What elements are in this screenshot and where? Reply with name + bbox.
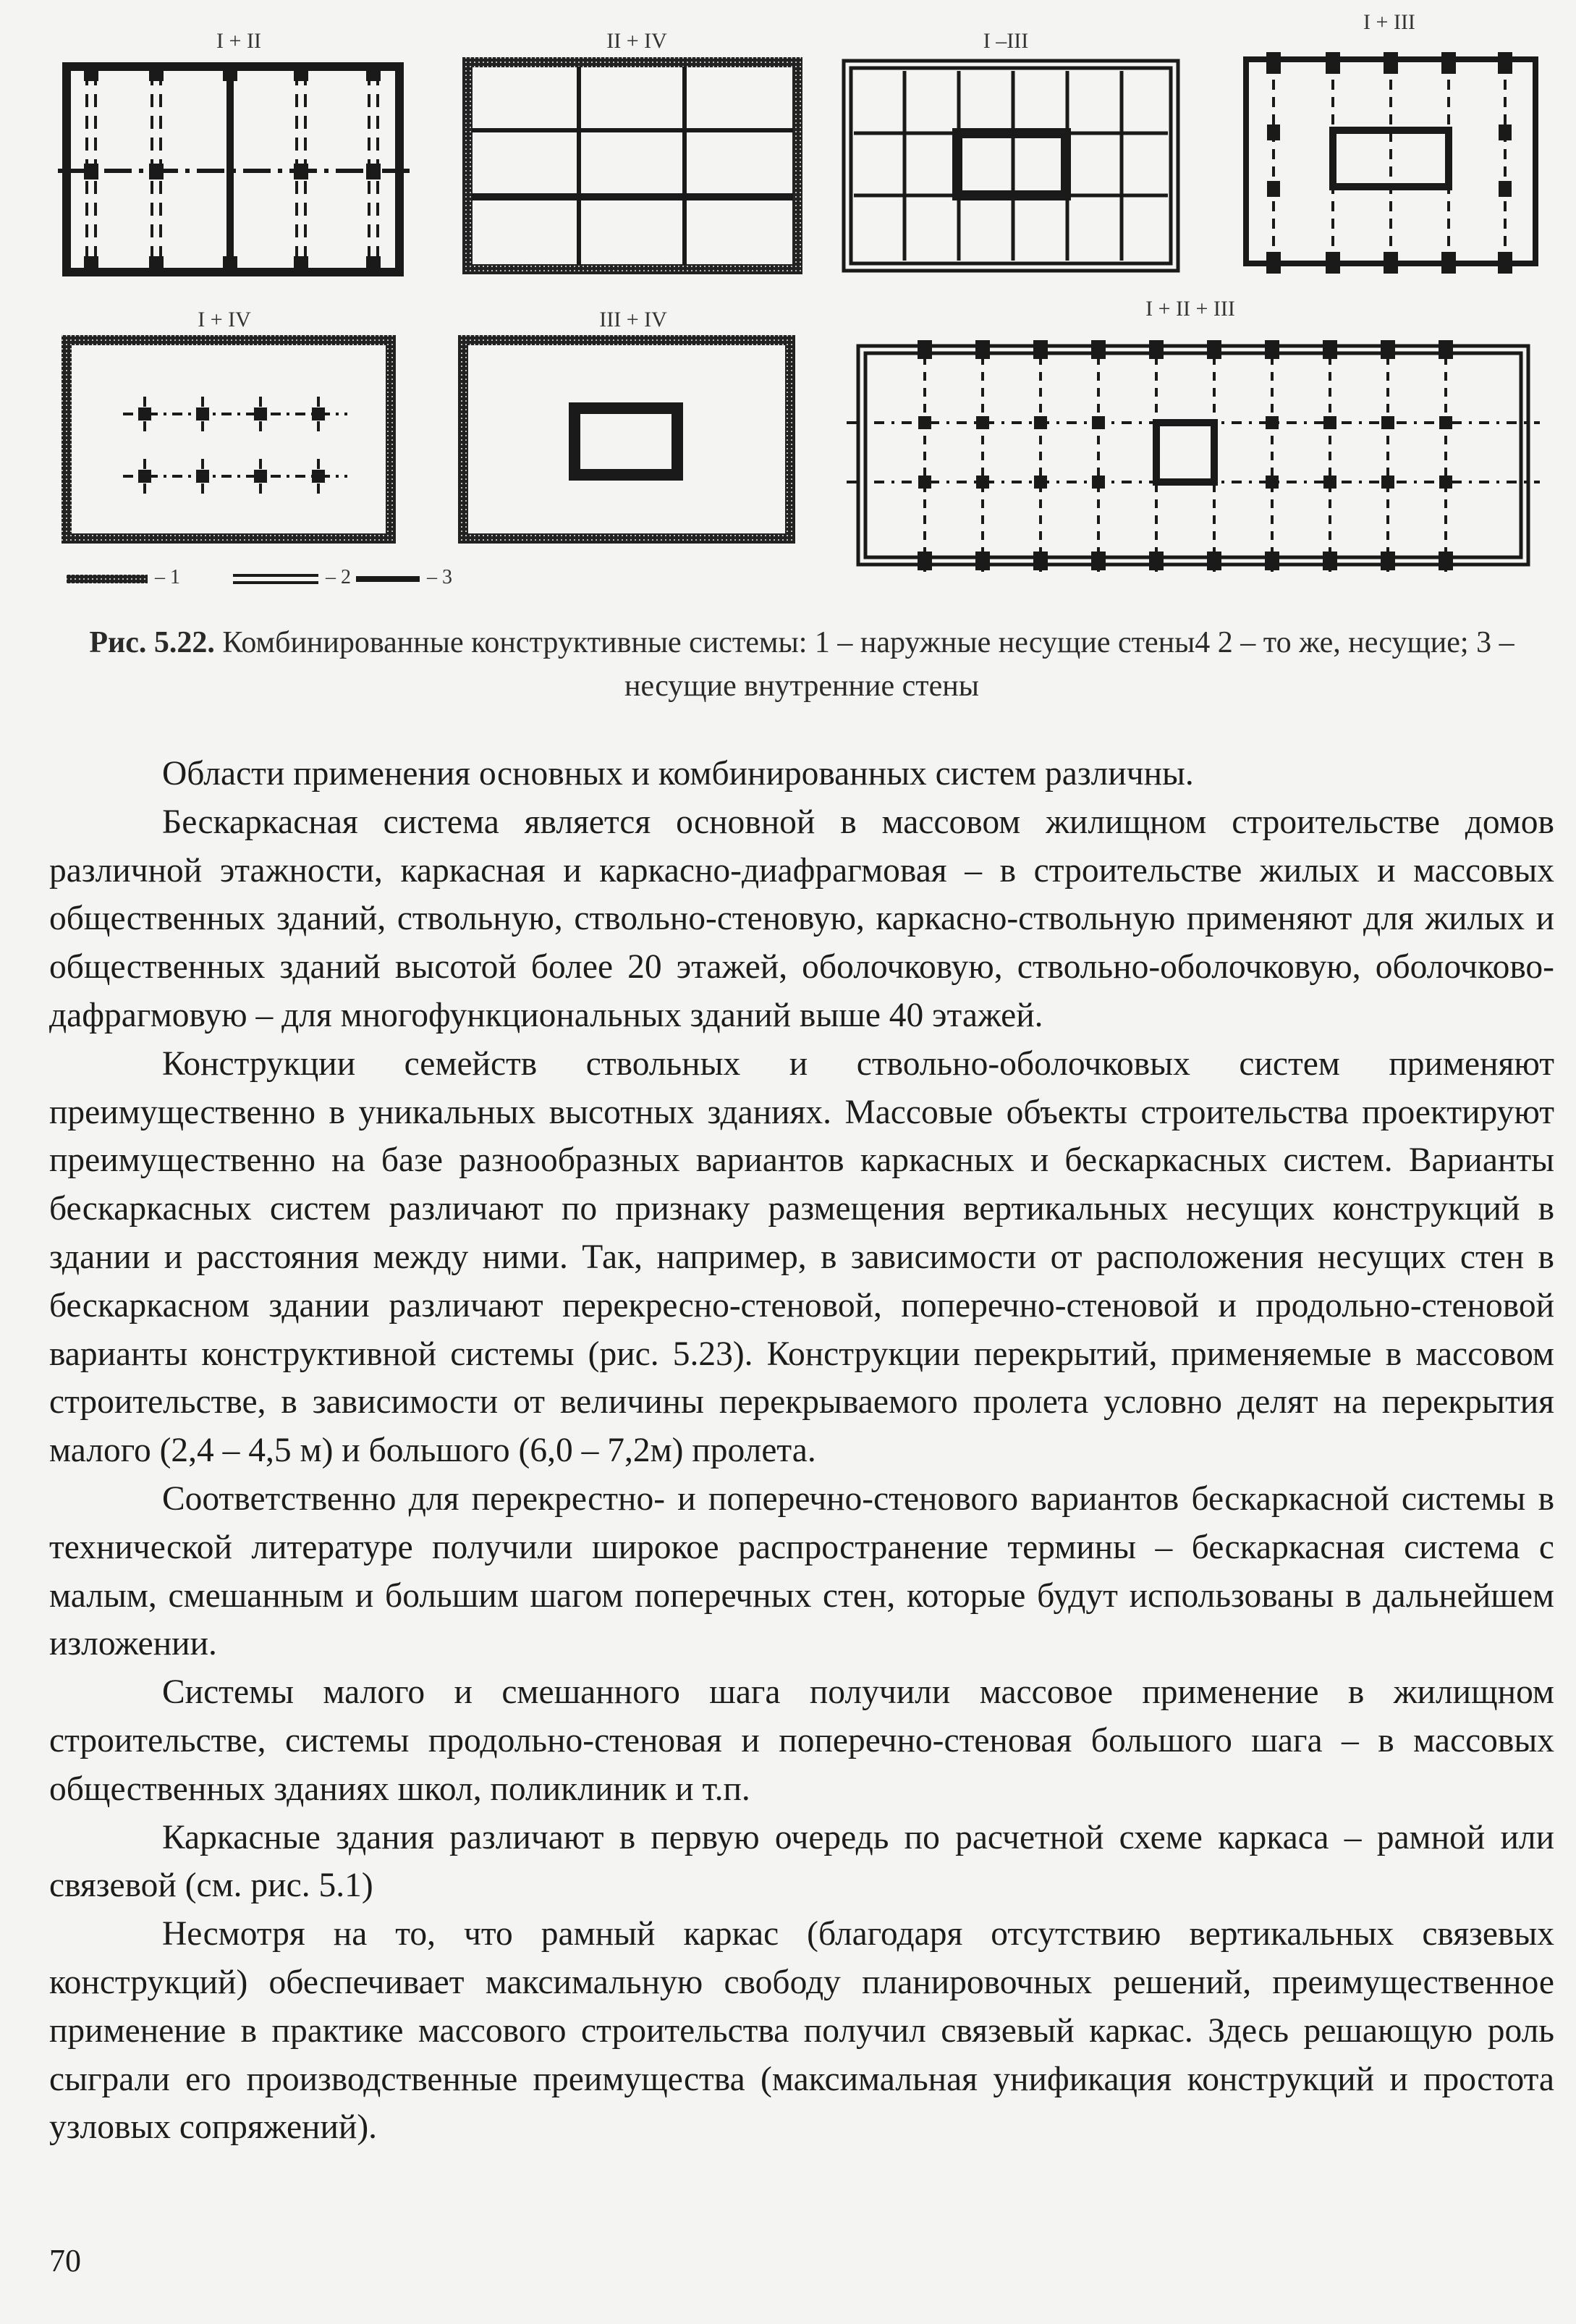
paragraph: Соответственно для перекрестно- и поперечно-стенового вариантов бескаркасной системы в технической литературе получили широкое распространение термины – бескаркасная система с малым, смешанным и большим шагом поперечных стен, которые будут использованы в дальнейшем изложении. [49,1479,1554,1663]
panel-label: III + IV [599,308,667,331]
panel-label: I + IV [198,308,251,331]
paragraph: Области применения основных и комбинированных систем различны. [162,755,1194,793]
legend-item-1: – 1 [155,566,180,588]
legend-item-3: – 3 [427,566,452,588]
panel-label: I + II + III [1145,297,1235,321]
scheme-panel-3 [844,61,1178,271]
scheme-panel-7 [847,340,1540,572]
caption-number: Рис. 5.22. [89,626,215,659]
scheme-panel-5 [67,340,391,538]
page-number: 70 [49,2243,81,2278]
paragraph: Конструкции семейств ствольных и ствольно-оболочковых систем применяют преимущественно в уникальных высотных зданиях. Массовые объекты строительства проектируют преимущественно на базе разнообразных вариантов каркасных и бескаркасных систем. Варианты бескаркасных систем различают по признаку размещения вертикальных несущих конструкций в здании и расстояния между ними. Так, например, в зависимости от расположения несущих стен в бескаркасном здании различают перекресно-стеновой, поперечно-стеновой и продольно-стеновой варианты конструктивной системы (рис. 5.23). Конструкции перекрытий, применяемые в массовом строительстве, в зависимости от величины перекрываемого пролета условно делят на перекрытия малого (2,4 – 4,5 м) и большого (6,0 – 7,2м) пролета. [49,1044,1554,1470]
caption-text: Комбинированные конструктивные системы: 1 – наружные несущие стены4 2 – то же, несущие; 3 – несущие внутренние стены [222,626,1514,703]
scheme-panel-6 [463,340,790,538]
body-text [49,750,1554,2152]
legend-item-2: – 2 [326,566,351,588]
paragraph: Системы малого и смешанного шага получили массовое применение в жилищном строительстве, системы продольно-стеновая и поперечно-стеновая большого шага – в массовых общественных зданиях школ, поликлиник и т.п. [49,1673,1554,1808]
paragraph: Каркасные здания различают в первую очередь по расчетной схеме каркаса – рамной или связевой (см. рис. 5.1) [49,1818,1554,1905]
legend-swatches [67,575,420,583]
panel-label: I –III [983,29,1029,53]
panel-label: II + IV [606,29,667,53]
scheme-panel-1 [58,65,410,272]
paragraph: Бескаркасная система является основной в массовом жилищном строительстве домов различной этажности, каркасная и каркасно-диафрагмовая – в строительстве жилых и массовых общественных зданий, ствольную, ствольно-стеновую, каркасно-ствольную применяют для жилых и общественных зданий высотой более 20 этажей, оболочковую, ствольно-оболочковую, оболочково-дафрагмовую – для многофункциональных зданий выше 40 этажей. [49,803,1554,1034]
panel-label: I + II [216,29,261,53]
scheme-panel-2 [467,62,797,269]
panel-label: I + III [1363,10,1415,34]
figure-caption [49,621,1554,708]
paragraph: Несмотря на то, что рамный каркас (благодаря отсутствию вертикальных связевых конструкций) обеспечивает максимальную свободу планировочных решений, преимущественное применение в практике массового строительства получил связевый каркас. Здесь решающую роль сыграли его производственные преимущества (максимальная унификация конструкций и простота узловых сопряжений). [49,1915,1554,2147]
structural-schemes-drawing [0,0,1576,622]
scheme-panel-4 [1246,52,1535,274]
